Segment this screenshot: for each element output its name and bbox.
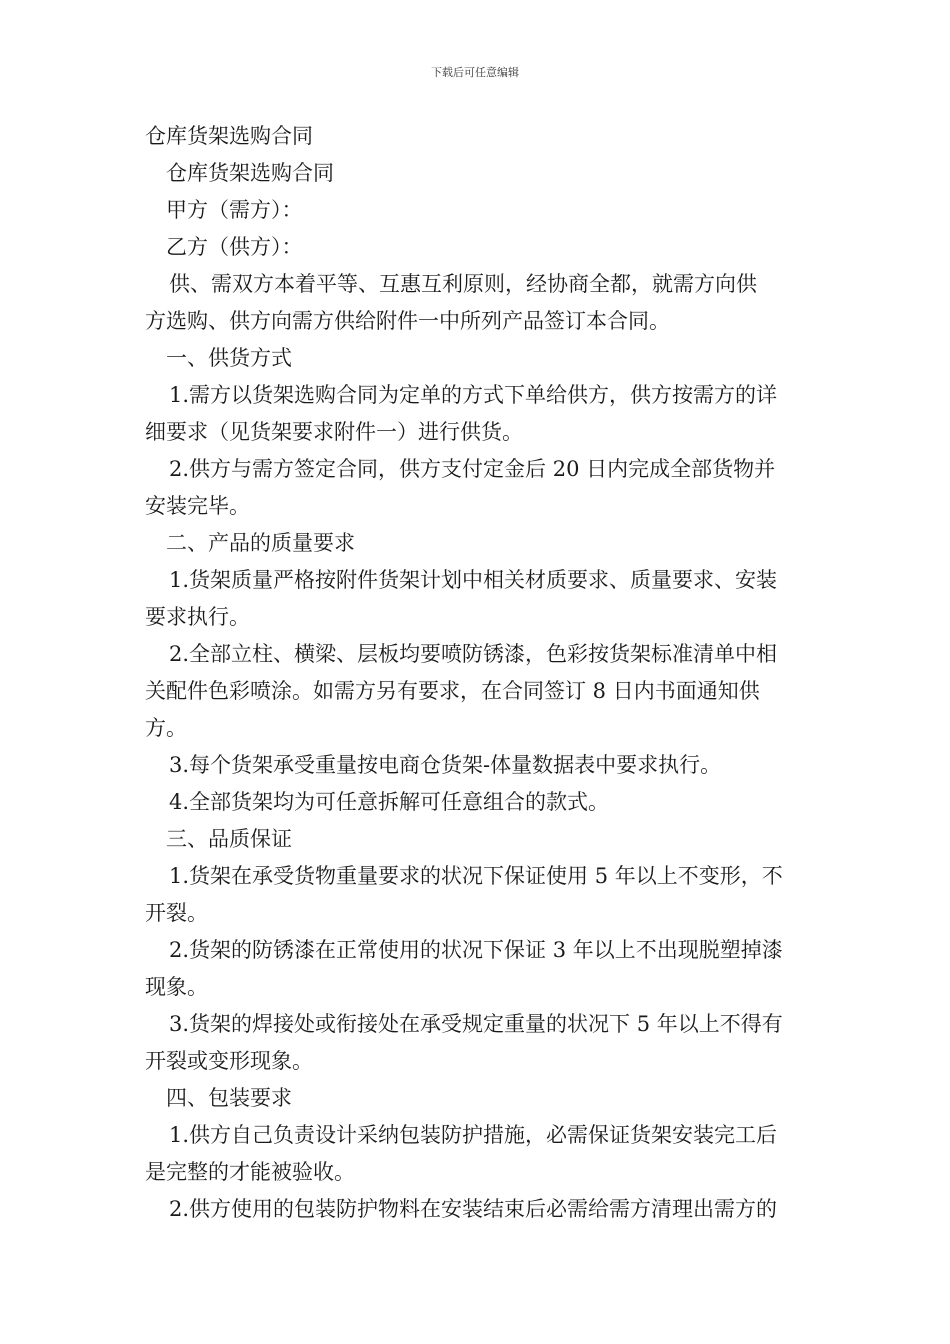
document-body [145, 118, 810, 1228]
paragraph-line: 安装完毕。 [145, 494, 250, 518]
paragraph-line: 1.供方自己负责设计采纳包装防护措施，必需保证货架安装完工后 [169, 1123, 778, 1147]
paragraph-line: 细要求（见货架要求附件一）进行供货。 [145, 420, 523, 444]
paragraph-line: 2.供方与需方签定合同，供方支付定金后 20 日内完成全部货物并 [169, 457, 776, 481]
paragraph-line: 二、产品的质量要求 [166, 531, 355, 555]
paragraph-line: 2.货架的防锈漆在正常使用的状况下保证 3 年以上不出现脱塑掉漆 [169, 938, 783, 962]
paragraph-line: 1.需方以货架选购合同为定单的方式下单给供方，供方按需方的详 [169, 383, 778, 407]
paragraph-line: 方选购、供方向需方供给附件一中所列产品签订本合同。 [145, 309, 670, 333]
paragraph-line: 三、品质保证 [166, 827, 292, 851]
paragraph-line: 2.全部立柱、横梁、层板均要喷防锈漆，色彩按货架标准清单中相 [169, 642, 778, 666]
paragraph-line: 3.每个货架承受重量按电商仓货架-体量数据表中要求执行。 [169, 753, 722, 777]
paragraph-line: 要求执行。 [145, 605, 250, 629]
paragraph-line: 四、包装要求 [166, 1086, 292, 1110]
paragraph-line: 方。 [145, 716, 187, 740]
paragraph-line: 开裂或变形现象。 [145, 1049, 313, 1073]
paragraph-line: 供、需双方本着平等、互惠互利原则，经协商全都，就需方向供 [169, 272, 757, 296]
page-header-note: 下载后可任意编辑 [431, 66, 519, 79]
paragraph-line: 乙方（供方）： [166, 235, 303, 259]
paragraph-line: 4.全部货架均为可任意拆解可任意组合的款式。 [169, 790, 610, 814]
paragraph-line: 一、供货方式 [166, 346, 292, 370]
paragraph-line: 1.货架在承受货物重量要求的状况下保证使用 5 年以上不变形，不 [169, 864, 783, 888]
document-title: 仓库货架选购合同 [145, 124, 313, 148]
paragraph-line: 3.货架的焊接处或衔接处在承受规定重量的状况下 5 年以上不得有 [169, 1012, 783, 1036]
paragraph-line: 现象。 [145, 975, 208, 999]
paragraph-line: 甲方（需方）： [166, 198, 303, 222]
paragraph-line: 2.供方使用的包装防护物料在安装结束后必需给需方清理出需方的 [169, 1197, 778, 1221]
paragraph-line: 仓库货架选购合同 [166, 161, 334, 185]
paragraph-line: 是完整的才能被验收。 [145, 1160, 355, 1184]
paragraph-line: 开裂。 [145, 901, 208, 925]
paragraph-line: 关配件色彩喷涂。如需方另有要求，在合同签订 8 日内书面通知供 [145, 679, 760, 703]
paragraph-line: 1.货架质量严格按附件货架计划中相关材质要求、质量要求、安装 [169, 568, 778, 592]
